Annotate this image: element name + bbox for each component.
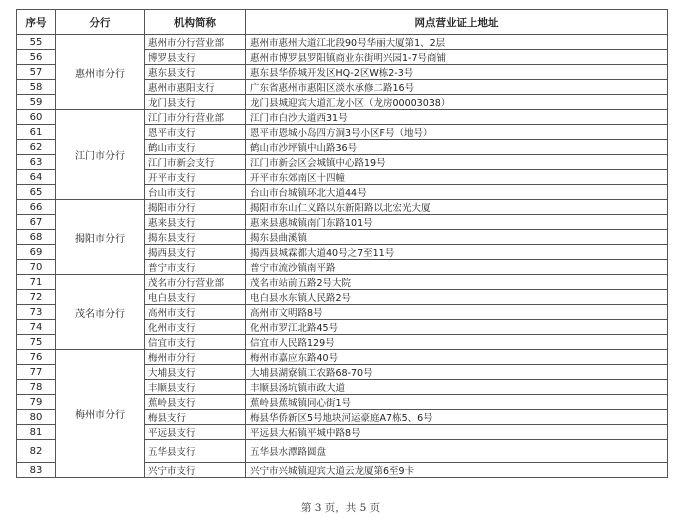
outlet-address: 高州市文明路8号 (246, 305, 668, 320)
page-footer: 第 3 页，共 5 页 (300, 502, 381, 514)
outlet-address: 信宜市人民路129号 (246, 335, 668, 350)
table-row (17, 200, 668, 215)
org-name: 蕉岭县支行 (145, 395, 246, 410)
row-index: 80 (17, 410, 56, 425)
row-index: 66 (17, 200, 56, 215)
outlet-address: 龙门县城迎宾大道汇龙小区（龙房00003038） (246, 95, 668, 110)
outlet-address: 蕉岭县蕉城镇同心街1号 (246, 395, 668, 410)
table-row (17, 350, 668, 365)
org-name: 惠东县支行 (145, 65, 246, 80)
org-name: 恩平市支行 (145, 125, 246, 140)
row-index: 61 (17, 125, 56, 140)
row-index: 71 (17, 275, 56, 290)
table-row (17, 35, 668, 50)
outlet-address: 惠东县华侨城开发区HQ-2区W栋2-3号 (246, 65, 668, 80)
outlet-address: 平远县大柘镇平城中路8号 (246, 425, 668, 440)
row-index: 65 (17, 185, 56, 200)
org-name: 高州市支行 (145, 305, 246, 320)
outlet-address: 开平市东郊南区十四幢 (246, 170, 668, 185)
branch-name: 惠州市分行 (56, 35, 145, 110)
row-index: 56 (17, 50, 56, 65)
row-index: 74 (17, 320, 56, 335)
org-name: 开平市支行 (145, 170, 246, 185)
outlet-address: 江门市新会区会城镇中心路19号 (246, 155, 668, 170)
row-index: 62 (17, 140, 56, 155)
branch-name: 茂名市分行 (56, 275, 145, 350)
table-header-row (17, 10, 668, 35)
header-branch: 分行 (56, 10, 145, 35)
table-body (17, 35, 668, 478)
outlet-address: 梅州市嘉应东路40号 (246, 350, 668, 365)
row-index: 68 (17, 230, 56, 245)
org-name: 大埔县支行 (145, 365, 246, 380)
row-index: 70 (17, 260, 56, 275)
row-index: 63 (17, 155, 56, 170)
org-name: 惠州市分行营业部 (145, 35, 246, 50)
org-name: 梅县支行 (145, 410, 246, 425)
branch-name: 梅州市分行 (56, 350, 145, 478)
row-index: 83 (17, 463, 56, 478)
row-index: 64 (17, 170, 56, 185)
branch-name: 揭阳市分行 (56, 200, 145, 275)
outlet-address: 梅县华侨新区5号地块河运豪庭A7栋5、6号 (246, 410, 668, 425)
outlet-address: 茂名市站前五路2号大院 (246, 275, 668, 290)
outlet-address: 揭西县城霖都大道40号之7至11号 (246, 245, 668, 260)
org-name: 揭西县支行 (145, 245, 246, 260)
outlet-address: 大埔县湖寮镇工农路68-70号 (246, 365, 668, 380)
row-index: 78 (17, 380, 56, 395)
org-name: 江门市分行营业部 (145, 110, 246, 125)
org-name: 兴宁市支行 (145, 463, 246, 478)
outlet-address: 惠州市博罗县罗阳镇商业东街明兴园1-7号商铺 (246, 50, 668, 65)
table-row (17, 110, 668, 125)
outlet-address: 丰顺县汤坑镇市政大道 (246, 380, 668, 395)
outlet-address: 化州市罗江北路45号 (246, 320, 668, 335)
org-name: 台山市支行 (145, 185, 246, 200)
address-table-sheet (16, 9, 667, 478)
org-name: 丰顺县支行 (145, 380, 246, 395)
outlet-address: 电白县水东镇人民路2号 (246, 290, 668, 305)
outlet-address: 五华县水潭路圆盘 (246, 440, 668, 463)
org-name: 揭东县支行 (145, 230, 246, 245)
outlet-address: 揭东县曲溪镇 (246, 230, 668, 245)
outlet-address: 广东省惠州市惠阳区淡水承修二路16号 (246, 80, 668, 95)
row-index: 75 (17, 335, 56, 350)
header-index: 序号 (17, 10, 56, 35)
org-name: 惠州市惠阳支行 (145, 80, 246, 95)
outlet-address: 惠来县惠城镇南门东路101号 (246, 215, 668, 230)
org-name: 五华县支行 (145, 440, 246, 463)
org-name: 茂名市分行营业部 (145, 275, 246, 290)
org-name: 平远县支行 (145, 425, 246, 440)
row-index: 69 (17, 245, 56, 260)
org-name: 信宜市支行 (145, 335, 246, 350)
org-name: 惠来县支行 (145, 215, 246, 230)
org-name: 普宁市支行 (145, 260, 246, 275)
outlet-address: 惠州市惠州大道江北段90号华丽大厦第1、2层 (246, 35, 668, 50)
row-index: 67 (17, 215, 56, 230)
row-index: 82 (17, 440, 56, 463)
org-name: 梅州市分行 (145, 350, 246, 365)
outlet-address: 台山市台城镇环北大道44号 (246, 185, 668, 200)
row-index: 58 (17, 80, 56, 95)
org-name: 龙门县支行 (145, 95, 246, 110)
branch-address-table (16, 9, 668, 478)
outlet-address: 揭阳市东山仁义路以东新阳路以北宏光大厦 (246, 200, 668, 215)
outlet-address: 江门市白沙大道西31号 (246, 110, 668, 125)
row-index: 57 (17, 65, 56, 80)
table-row (17, 275, 668, 290)
row-index: 55 (17, 35, 56, 50)
outlet-address: 鹤山市沙坪镇中山路36号 (246, 140, 668, 155)
row-index: 77 (17, 365, 56, 380)
row-index: 60 (17, 110, 56, 125)
outlet-address: 兴宁市兴城镇迎宾大道云龙厦第6至9卡 (246, 463, 668, 478)
row-index: 79 (17, 395, 56, 410)
row-index: 76 (17, 350, 56, 365)
outlet-address: 恩平市恩城小岛四方洞3号小区F号（地号） (246, 125, 668, 140)
org-name: 博罗县支行 (145, 50, 246, 65)
header-org-name: 机构简称 (145, 10, 246, 35)
header-address: 网点营业证上地址 (246, 10, 668, 35)
org-name: 鹤山市支行 (145, 140, 246, 155)
row-index: 73 (17, 305, 56, 320)
org-name: 化州市支行 (145, 320, 246, 335)
branch-name: 江门市分行 (56, 110, 145, 200)
org-name: 电白县支行 (145, 290, 246, 305)
row-index: 59 (17, 95, 56, 110)
row-index: 72 (17, 290, 56, 305)
outlet-address: 普宁市流沙镇南平路 (246, 260, 668, 275)
org-name: 江门市新会支行 (145, 155, 246, 170)
row-index: 81 (17, 425, 56, 440)
org-name: 揭阳市分行 (145, 200, 246, 215)
